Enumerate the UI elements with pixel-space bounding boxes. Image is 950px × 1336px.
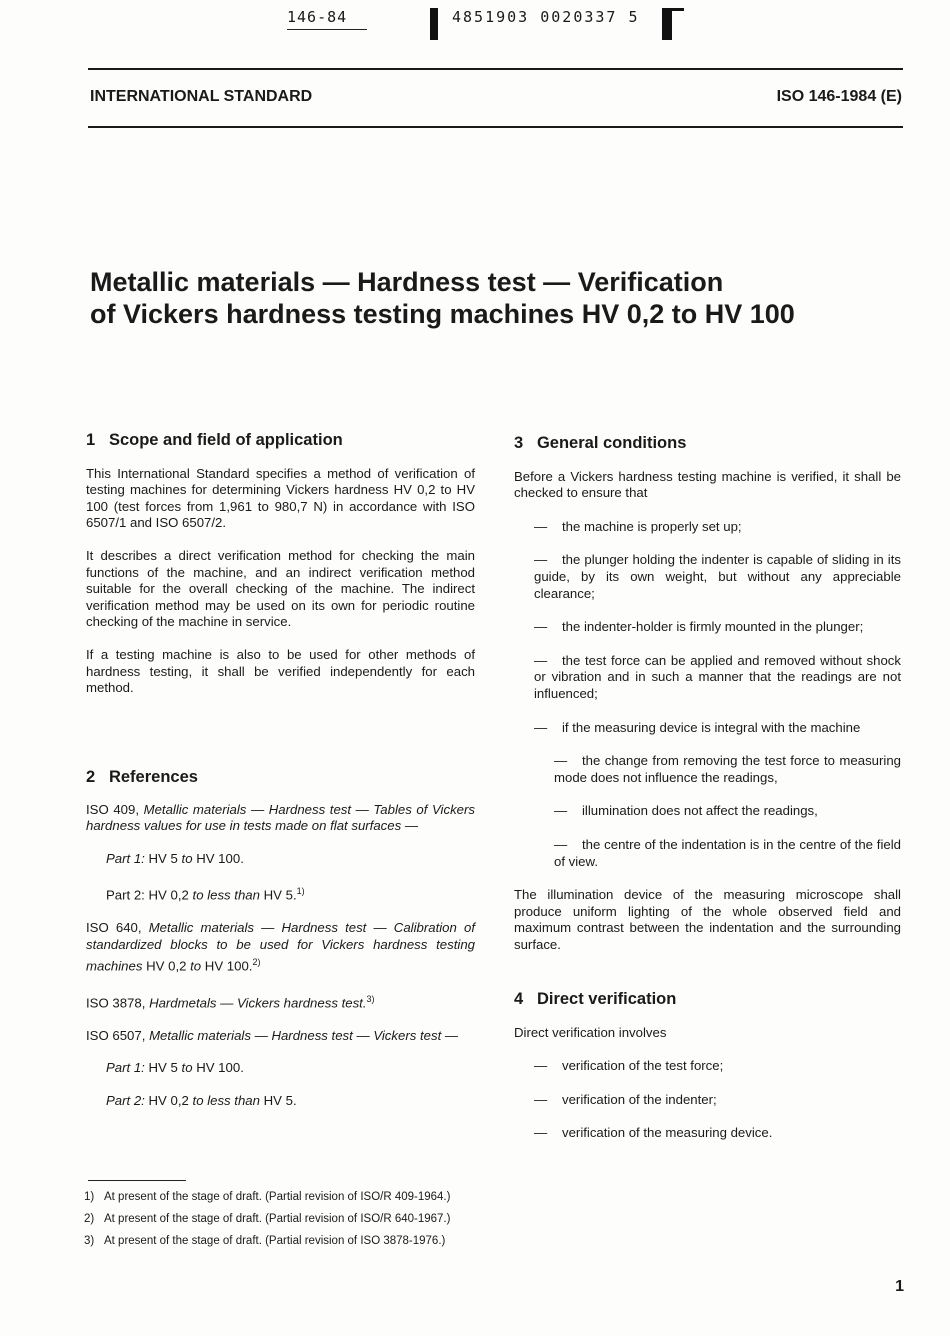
condition-subitem: — illumination does not affect the readings,	[554, 803, 818, 819]
section-4-intro: Direct verification involves	[514, 1024, 667, 1040]
title-line-1: Metallic materials — Hardness test — Verification	[90, 267, 724, 297]
verification-item: — verification of the indenter;	[534, 1091, 717, 1107]
condition-item: — the test force can be applied and removed without shock or vibration and in such a manner that the readings are not influenced;	[534, 652, 901, 701]
condition-subitem: — the centre of the indentation is in the centre of the field of view.	[554, 836, 901, 869]
reference-iso-6507-part-1: Part 1: HV 5 to HV 100.	[106, 1060, 244, 1076]
scan-code-right: 4851903 0020337 5	[452, 8, 640, 26]
section-1-paragraph-1: This International Standard specifies a method of verification of testing machines for determining Vickers hardness HV 0,2 to HV 100 (test forces from 1,961 to 980,7 N) in accordance with ISO 6507/1 and ISO 6507/2.	[86, 465, 475, 531]
header-rule-top	[88, 68, 903, 70]
header-standard-number: ISO 146-1984 (E)	[776, 88, 902, 105]
reference-iso-409: ISO 409, Metallic materials — Hardness test — Tables of Vickers hardness values for use in tests made on flat surfaces —	[86, 801, 475, 834]
scan-bar-mark-right-cap	[662, 8, 684, 11]
condition-item: — if the measuring device is integral with the machine	[534, 719, 861, 735]
scan-bar-mark-right	[662, 8, 672, 40]
footnotes	[84, 1190, 514, 1248]
section-2-heading: 2 References	[86, 768, 198, 786]
section-1-paragraph-3: If a testing machine is also to be used for other methods of hardness testing, it shall be verified independently for each method.	[86, 646, 475, 696]
footnote-rule	[88, 1180, 186, 1181]
reference-iso-640: ISO 640, Metallic materials — Hardness test — Calibration of standardized blocks to be used for Vickers hardness testing machines HV 0,2 to HV 100.$^{2)}$	[86, 920, 475, 973]
scan-code-underline	[287, 29, 367, 30]
section-4-heading: 4 Direct verification	[514, 990, 677, 1008]
footnote-3: 3) At present of the stage of draft. (Partial revision of ISO 3878-1976.)	[84, 1235, 446, 1247]
section-2	[86, 769, 475, 1109]
section-1-heading: 1 Scope and field of application	[86, 431, 343, 449]
section-3	[514, 435, 901, 953]
scan-bar-mark	[430, 8, 438, 40]
condition-item: — the plunger holding the indenter is capable of sliding in its guide, by its own weight, but without any appreciable clearance;	[534, 552, 901, 601]
reference-iso-6507: ISO 6507, Metallic materials — Hardness test — Vickers test —	[86, 1027, 459, 1043]
section-3-heading: 3 General conditions	[514, 434, 687, 452]
header-standard-label: INTERNATIONAL STANDARD	[90, 88, 313, 105]
page-number: 1	[895, 1278, 904, 1295]
footnote-1: 1) At present of the stage of draft. (Partial revision of ISO/R 409-1964.)	[84, 1191, 451, 1203]
footnote-2: 2) At present of the stage of draft. (Partial revision of ISO/R 640-1967.)	[84, 1213, 451, 1225]
reference-iso-6507-part-2: Part 2: HV 0,2 to less than HV 5.	[106, 1092, 297, 1108]
condition-item: — the indenter-holder is firmly mounted in the plunger;	[534, 619, 864, 635]
section-1	[86, 432, 475, 697]
title-line-2: of Vickers hardness testing machines HV 0,2 to HV 100	[90, 299, 795, 329]
scan-code-left: 146-84	[287, 8, 348, 26]
condition-item: — the machine is properly set up;	[534, 518, 742, 534]
verification-item: — verification of the test force;	[534, 1058, 724, 1074]
reference-iso-409-part-2: Part 2: HV 0,2 to less than HV 5.$^{1)}$	[106, 886, 305, 903]
section-3-intro: Before a Vickers hardness testing machine is verified, it shall be checked to ensure that	[514, 468, 901, 501]
section-3-closing: The illumination device of the measuring microscope shall produce uniform lighting of the whole observed field and maximum contrast between the indentation and the surrounding surface.	[514, 887, 901, 952]
reference-iso-3878: ISO 3878, Hardmetals — Vickers hardness test.$^{3)}$	[86, 993, 375, 1010]
header-rule-bottom	[88, 126, 903, 128]
condition-subitem: — the change from removing the test force to measuring mode does not influence the readings,	[554, 753, 901, 785]
document-title	[90, 266, 890, 330]
section-1-paragraph-2: It describes a direct verification method for checking the main functions of the machine, and an indirect verification method suitable for the overall checking of the machine. The indirect verification method may be used on its own for periodic routine checking of the machine in service.	[86, 547, 475, 630]
verification-item: — verification of the measuring device.	[534, 1125, 773, 1141]
reference-iso-409-part-1: Part 1: HV 5 to HV 100.	[106, 850, 244, 866]
section-4	[514, 991, 901, 1142]
